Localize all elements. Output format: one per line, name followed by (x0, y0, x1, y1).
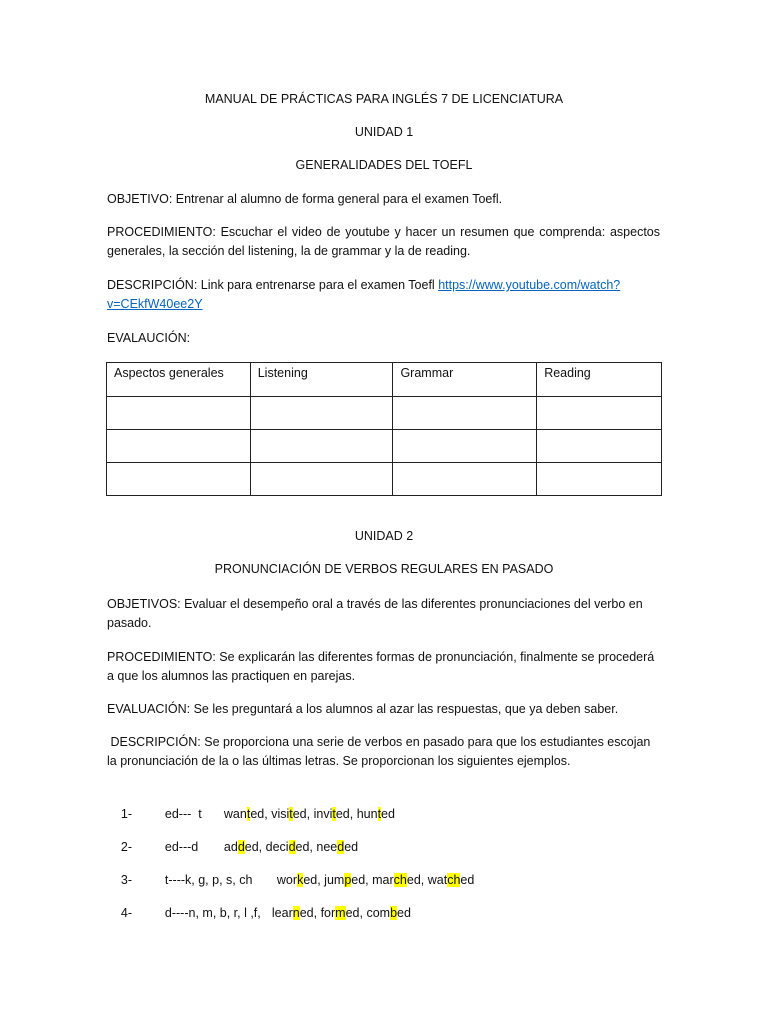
table-row (107, 397, 662, 430)
highlighted-letters: t (332, 807, 336, 821)
table-header-grammar: Grammar (393, 363, 537, 397)
table-cell (537, 463, 662, 496)
example-number: 4- (120, 906, 133, 920)
unit2-evaluacion: EVALUACIÓN: Se les preguntará a los alumnos al azar las respuestas, que ya deben saber. (107, 702, 619, 716)
table-cell (393, 463, 537, 496)
highlighted-letters: t (246, 807, 251, 821)
table-cell (250, 397, 393, 430)
table-cell (107, 463, 251, 496)
unit1-objetivo: OBJETIVO: Entrenar al alumno de forma general para el examen Toefl. (107, 192, 503, 206)
table-cell (393, 397, 537, 430)
highlighted-letters: t (289, 807, 293, 821)
example-word: combed (366, 906, 411, 920)
unit2-procedimiento: PROCEDIMIENTO: Se explicarán las diferentes formas de pronunciación, finalmente se procederá a que los alumnos las practiquen en parejas. (107, 650, 655, 683)
example-number: 1- (120, 807, 133, 821)
example-word: marched, (372, 873, 428, 887)
unit1-evaluacion-label: EVALAUCIÓN: (107, 331, 191, 345)
unit1-heading: UNIDAD 1 (354, 125, 414, 139)
example-word: added, (223, 840, 266, 854)
table-header-row (107, 363, 662, 397)
example-word: learned, (271, 906, 321, 920)
youtube-link[interactable]: https://www.youtube.com/watch?v=CEkfW40ee2Y (107, 278, 621, 311)
table-header-aspectos: Aspectos generales (107, 363, 251, 397)
highlighted-letters: n (292, 906, 300, 920)
example-word: invited, (313, 807, 357, 821)
example-word: wanted, (223, 807, 272, 821)
example-word: jumped, (324, 873, 373, 887)
unit1-subheading: GENERALIDADES DEL TOEFL (295, 158, 473, 172)
highlighted-letters: k (297, 873, 304, 887)
highlighted-letters: d (337, 840, 345, 854)
table-cell (250, 463, 393, 496)
unit2-objetivos: OBJETIVOS: Evaluar el desempeño oral a través de las diferentes pronunciaciones del verbo en pasado. (107, 597, 643, 630)
highlighted-letters: m (335, 906, 346, 920)
evaluation-table (106, 362, 662, 496)
unit2-descripcion: DESCRIPCIÓN: Se proporciona una serie de verbos en pasado para que los estudiantes escojan la pronunciación de la o las últimas letras. Se proporcionan los siguientes ejemplos. (107, 735, 654, 768)
table-header-listening: Listening (250, 363, 393, 397)
example-word: decided, (265, 840, 317, 854)
example-row-4 (107, 885, 411, 942)
highlighted-letters: d (288, 840, 296, 854)
highlighted-letters: ch (447, 873, 461, 887)
document-title: MANUAL DE PRÁCTICAS PARA INGLÉS 7 DE LICENCIATURA (204, 92, 564, 106)
unit1-procedimiento: PROCEDIMIENTO: Escuchar el video de youtube y hacer un resumen que comprenda: aspectos generales, la sección del listening, la de grammar y la de reading. (107, 225, 660, 258)
unit2-heading: UNIDAD 2 (354, 529, 414, 543)
example-rule: ed---d (164, 840, 199, 854)
highlighted-letters: d (237, 840, 245, 854)
example-rule: t----k, g, p, s, ch (164, 873, 253, 887)
example-word: hunted (356, 807, 395, 821)
highlighted-letters: ch (393, 873, 407, 887)
example-words (272, 906, 411, 920)
unit2-subheading: PRONUNCIACIÓN DE VERBOS REGULARES EN PASADO (214, 562, 554, 576)
example-word: watched (427, 873, 475, 887)
example-rule: ed--- t (164, 807, 202, 821)
unit1-descripcion (107, 276, 660, 314)
table-row (107, 430, 662, 463)
table-cell (537, 430, 662, 463)
table-row (107, 463, 662, 496)
unit1-descripcion-text: DESCRIPCIÓN: Link para entrenarse para el examen Toefl (107, 278, 439, 292)
example-word: needed (316, 840, 359, 854)
highlighted-letters: b (390, 906, 398, 920)
example-word: formed, (320, 906, 367, 920)
example-rule: d----n, m, b, r, l ,f, (164, 906, 261, 920)
table-cell (107, 430, 251, 463)
example-word: worked, (276, 873, 325, 887)
highlighted-letters: p (344, 873, 352, 887)
table-header-reading: Reading (537, 363, 662, 397)
example-number: 2- (120, 840, 133, 854)
highlighted-letters: t (377, 807, 382, 821)
table-cell (537, 397, 662, 430)
example-number: 3- (120, 873, 133, 887)
table-cell (107, 397, 251, 430)
table-cell (250, 430, 393, 463)
example-word: visited, (271, 807, 314, 821)
table-cell (393, 430, 537, 463)
